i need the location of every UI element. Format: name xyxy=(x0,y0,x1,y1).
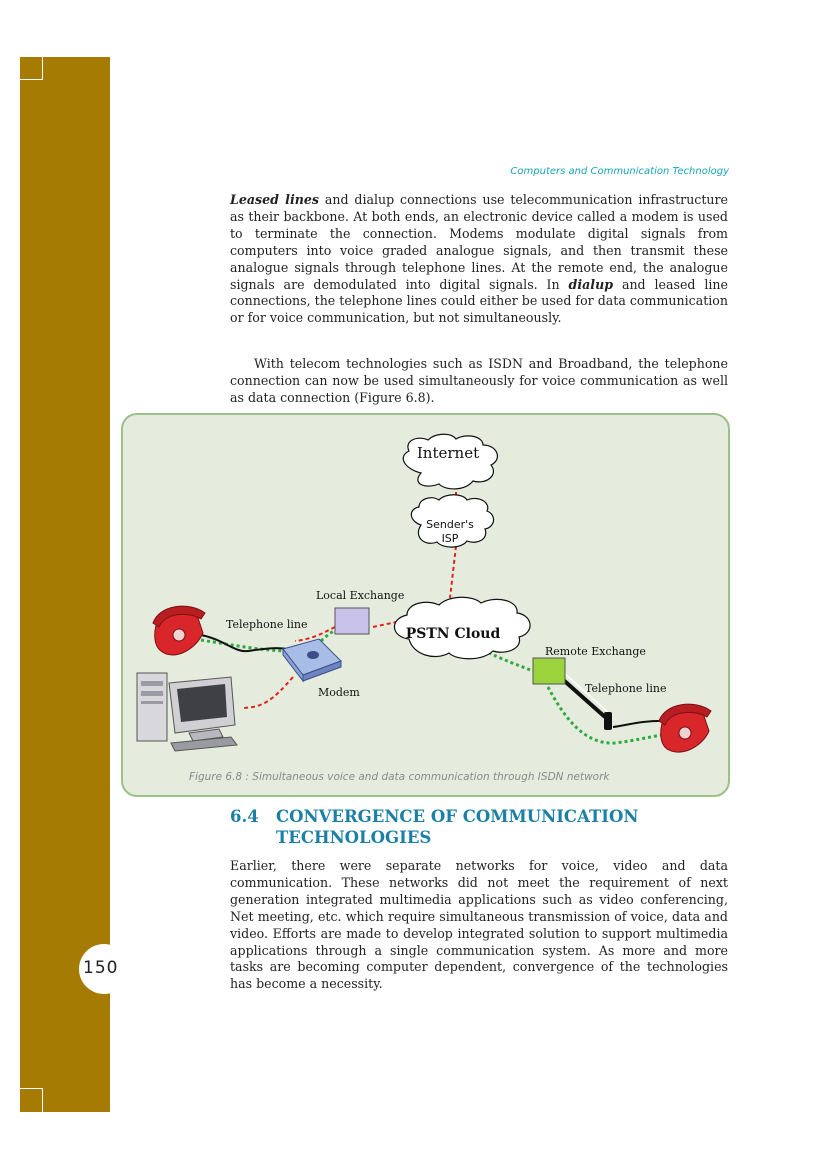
figure-isdn-network xyxy=(121,413,730,797)
telephone-right-icon xyxy=(659,704,711,752)
crop-mark-top xyxy=(20,57,43,80)
section-number: 6.4 xyxy=(230,807,259,826)
computer-icon xyxy=(137,673,237,751)
label-remote-exchange: Remote Exchange xyxy=(545,645,646,658)
remote-exchange-icon xyxy=(533,658,565,684)
page-number: 150 xyxy=(83,958,119,978)
wall-jack-icon xyxy=(604,712,612,730)
modem-icon xyxy=(283,639,341,681)
local-exchange-icon xyxy=(335,608,369,634)
section-heading xyxy=(230,806,638,848)
crop-mark-bottom xyxy=(20,1088,43,1113)
paragraph-convergence: Earlier, there were separate networks for voice, video and data communication. These networks did not meet the requirement of next generation integrated multimedia applications such as video conferencing, Net meeting, etc. which require simultaneous transmission of voice, data and video. Efforts are made to develop integrated solution to support multimedia applications through a single communication system. As more and more tasks are becoming computer dependent, convergence of the technologies has become a necessity. xyxy=(230,858,728,992)
label-pstn-cloud: PSTN Cloud xyxy=(405,626,501,642)
paragraph-text: and dialup connections use telecommunication infrastructure as their backbone. At both ends, an electronic device called a modem is used to terminate the connection. Modems modulate digital signals from computers into voice graded analogue signals, and then transmit these analogue signals through telephone lines. At the remote end, the analogue signals are demodulated into digital signals. In xyxy=(230,192,728,292)
label-internet: Internet xyxy=(416,444,480,462)
network-diagram xyxy=(123,415,728,795)
label-isp: ISP xyxy=(441,532,459,545)
section-title-line1: CONVERGENCE OF COMMUNICATION xyxy=(276,807,639,826)
paragraph-isdn: With telecom technologies such as ISDN and Broadband, the telephone connection can now be used simultaneously for voice communication as well as data connection (Figure 6.8). xyxy=(230,356,728,405)
link-modem-computer xyxy=(241,677,293,708)
paragraph-leased-lines xyxy=(230,192,728,327)
running-head: Computers and Communication Technology xyxy=(510,166,729,177)
label-telephone-line-right: Telephone line xyxy=(585,682,667,695)
figure-caption: Figure 6.8 : Simultaneous voice and data communication through ISDN network xyxy=(189,771,610,783)
paragraph-text: and leased line connections, the telephone lines could either be used for data communication or for voice communication, but not simultaneously. xyxy=(230,276,728,326)
section-title-line2: TECHNOLOGIES xyxy=(276,828,432,847)
label-telephone-line-left: Telephone line xyxy=(226,618,308,631)
term-leased-lines: Leased lines xyxy=(230,192,319,207)
link-isp-pstn xyxy=(450,546,456,598)
term-dialup: dialup xyxy=(568,276,614,292)
label-modem: Modem xyxy=(318,686,360,699)
label-senders-isp: Sender's xyxy=(426,518,474,531)
label-local-exchange: Local Exchange xyxy=(316,589,405,602)
telephone-left-icon xyxy=(153,606,205,655)
